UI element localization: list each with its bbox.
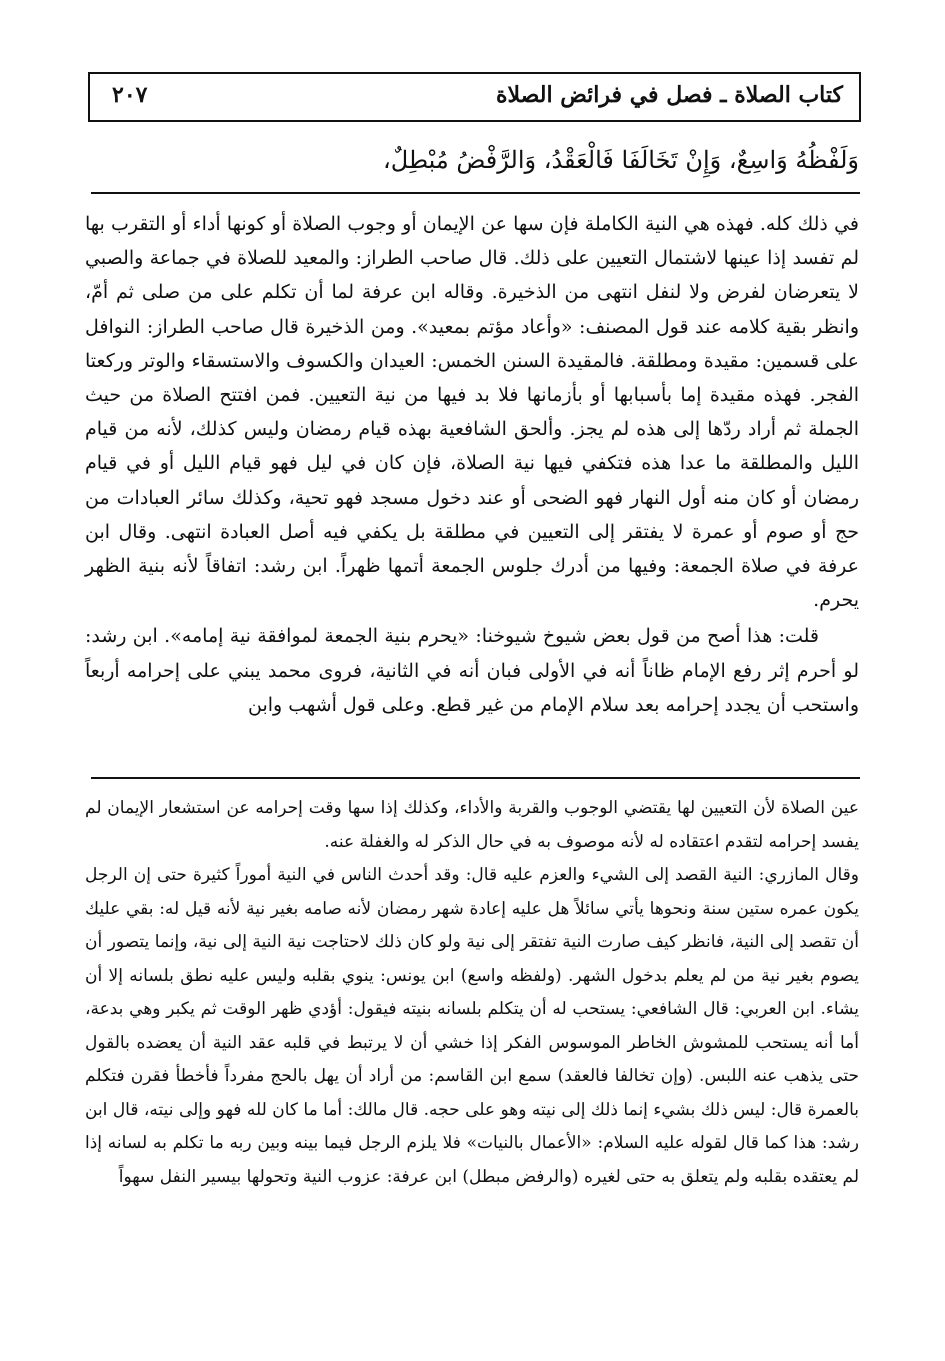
page-number: ٢٠٧: [112, 82, 148, 108]
commentary-paragraph: قلت: هذا أصح من قول بعض شيوخ شيوخنا: «يحرم بنية الجمعة لموافقة نية إمامه». ابن رشد: لو أحرم إثر رفع الإمام ظاناً أنه في الأولى فبان أنه في الثانية، فروى محمد يبني على إحرامه أربعاً واستحب أن يجدد إحرامه بعد سلام الإمام من غير قطع. وعلى قول أشهب وابن: [85, 625, 859, 716]
running-title: كتاب الصلاة ـ فصل في فرائض الصلاة: [496, 82, 843, 108]
commentary-section: [85, 207, 859, 722]
footnote-paragraph: عين الصلاة لأن التعيين لها يقتضي الوجوب والقربة والأداء، وكذلك إذا سها وقت إحرامه عن استشعار الإيمان لم يفسد إحرامه لتقدم اعتقاده له لأنه موصوف به في حال الذكر له والغفلة عنه.: [85, 798, 859, 852]
page-header: [88, 72, 861, 122]
footnotes-section: [85, 792, 859, 1194]
matn-divider: [91, 192, 860, 194]
matn-text: وَلَفْظُهُ وَاسِعٌ، وَإِنْ تَخَالَفَا فَالْعَقْدُ، وَالرَّفْضُ مُبْطِلٌ،: [383, 146, 859, 174]
commentary-paragraph: في ذلك كله. فهذه هي النية الكاملة فإن سها عن الإيمان أو وجوب الصلاة أو كونها أداء أو التقرب بها لم تفسد إذا عينها لاشتمال التعيين على ذلك. قال صاحب الطراز: والمعيد للصلاة في جماعة والصبي لا يتعرضان لفرض ولا لنفل انتهى من الذخيرة. وقاله ابن عرفة لما أن تكلم على من صلى ثم أمّ، وانظر بقية كلامه عند قول المصنف: «وأعاد مؤتم بمعيد». ومن الذخيرة قال صاحب الطراز: النوافل على قسمين: مقيدة ومطلقة. فالمقيدة السنن الخمس: العيدان والكسوف والاستسقاء والوتر وركعتا الفجر. فهذه مقيدة إما بأسبابها أو بأزمانها فلا بد فيها من نية التعيين. فمن افتتح الصلاة من حيث الجملة ثم أراد ردّها إلى هذه لم يجز. وألحق الشافعية بهذه قيام رمضان وليس كذلك، لأنه من قيام الليل والمطلقة ما عدا هذه فتكفي فيها نية الصلاة، فإن كان في ليل فهو قيام الليل أو في قيام رمضان أو كان منه أول النهار فهو الضحى أو عند دخول مسجد فهو تحية، وكذلك سائر العبادات من حج أو صوم أو عمرة لا يفتقر إلى التعيين في مطلقة بل يكفي فيه أصل العبادة انتهى. وقال ابن عرفة في صلاة الجمعة: وفيها من أدرك جلوس الجمعة أتمها ظهراً. ابن رشد: اتفاقاً لأنه بنية الظهر يحرم.: [85, 213, 859, 612]
footnote-divider: [91, 777, 860, 779]
footnote-paragraph: وقال المازري: النية القصد إلى الشيء والعزم عليه قال: وقد أحدث الناس في النية أموراً كثيرة حتى إن الرجل يكون عمره ستين سنة ونحوها يأتي سائلاً هل عليه إعادة شهر رمضان لأنه صامه بغير نية لأنه قيل له: بقي عليك أن تقصد إلى النية، فانظر كيف صارت النية تفتقر إلى نية ولو كان ذلك لاحتاجت نية النية إلى نية، وإنما يتصور أن يصوم بغير نية من لم يعلم بدخول الشهر. (ولفظه واسع) ابن يونس: ينوي بقلبه وليس عليه نطق بلسانه إلا أن يشاء. ابن العربي: قال الشافعي: يستحب له أن يتكلم بلسانه بنيته فيقول: أؤدي ظهر الوقت ثم يكبر وهي بدعة، أما أنه يستحب للمشوش الخاطر الموسوس الفكر إذا خشي أن لا يرتبط في قلبه عقد النية أن يعضده بالقول حتى يذهب عنه اللبس. (وإن تخالفا فالعقد) سمع ابن القاسم: من أراد أن يهل بالحج مفرداً فأخطأ فقرن فتكلم بالعمرة قال: ليس ذلك بشيء إنما ذلك إلى نيته وهو على حجه. قال مالك: أما ما كان لله فهو وإلى نيته، قال ابن رشد: هذا كما قال لقوله عليه السلام: «الأعمال بالنيات» فلا يلزم الرجل فيما بينه وبين ربه ما تكلم به لسانه إذا لم يعتقده بقلبه ولم يتعلق به حتى لغيره (والرفض مبطل) ابن عرفة: عزوب النية وتحولها بيسير النفل سهواً: [85, 865, 859, 1187]
